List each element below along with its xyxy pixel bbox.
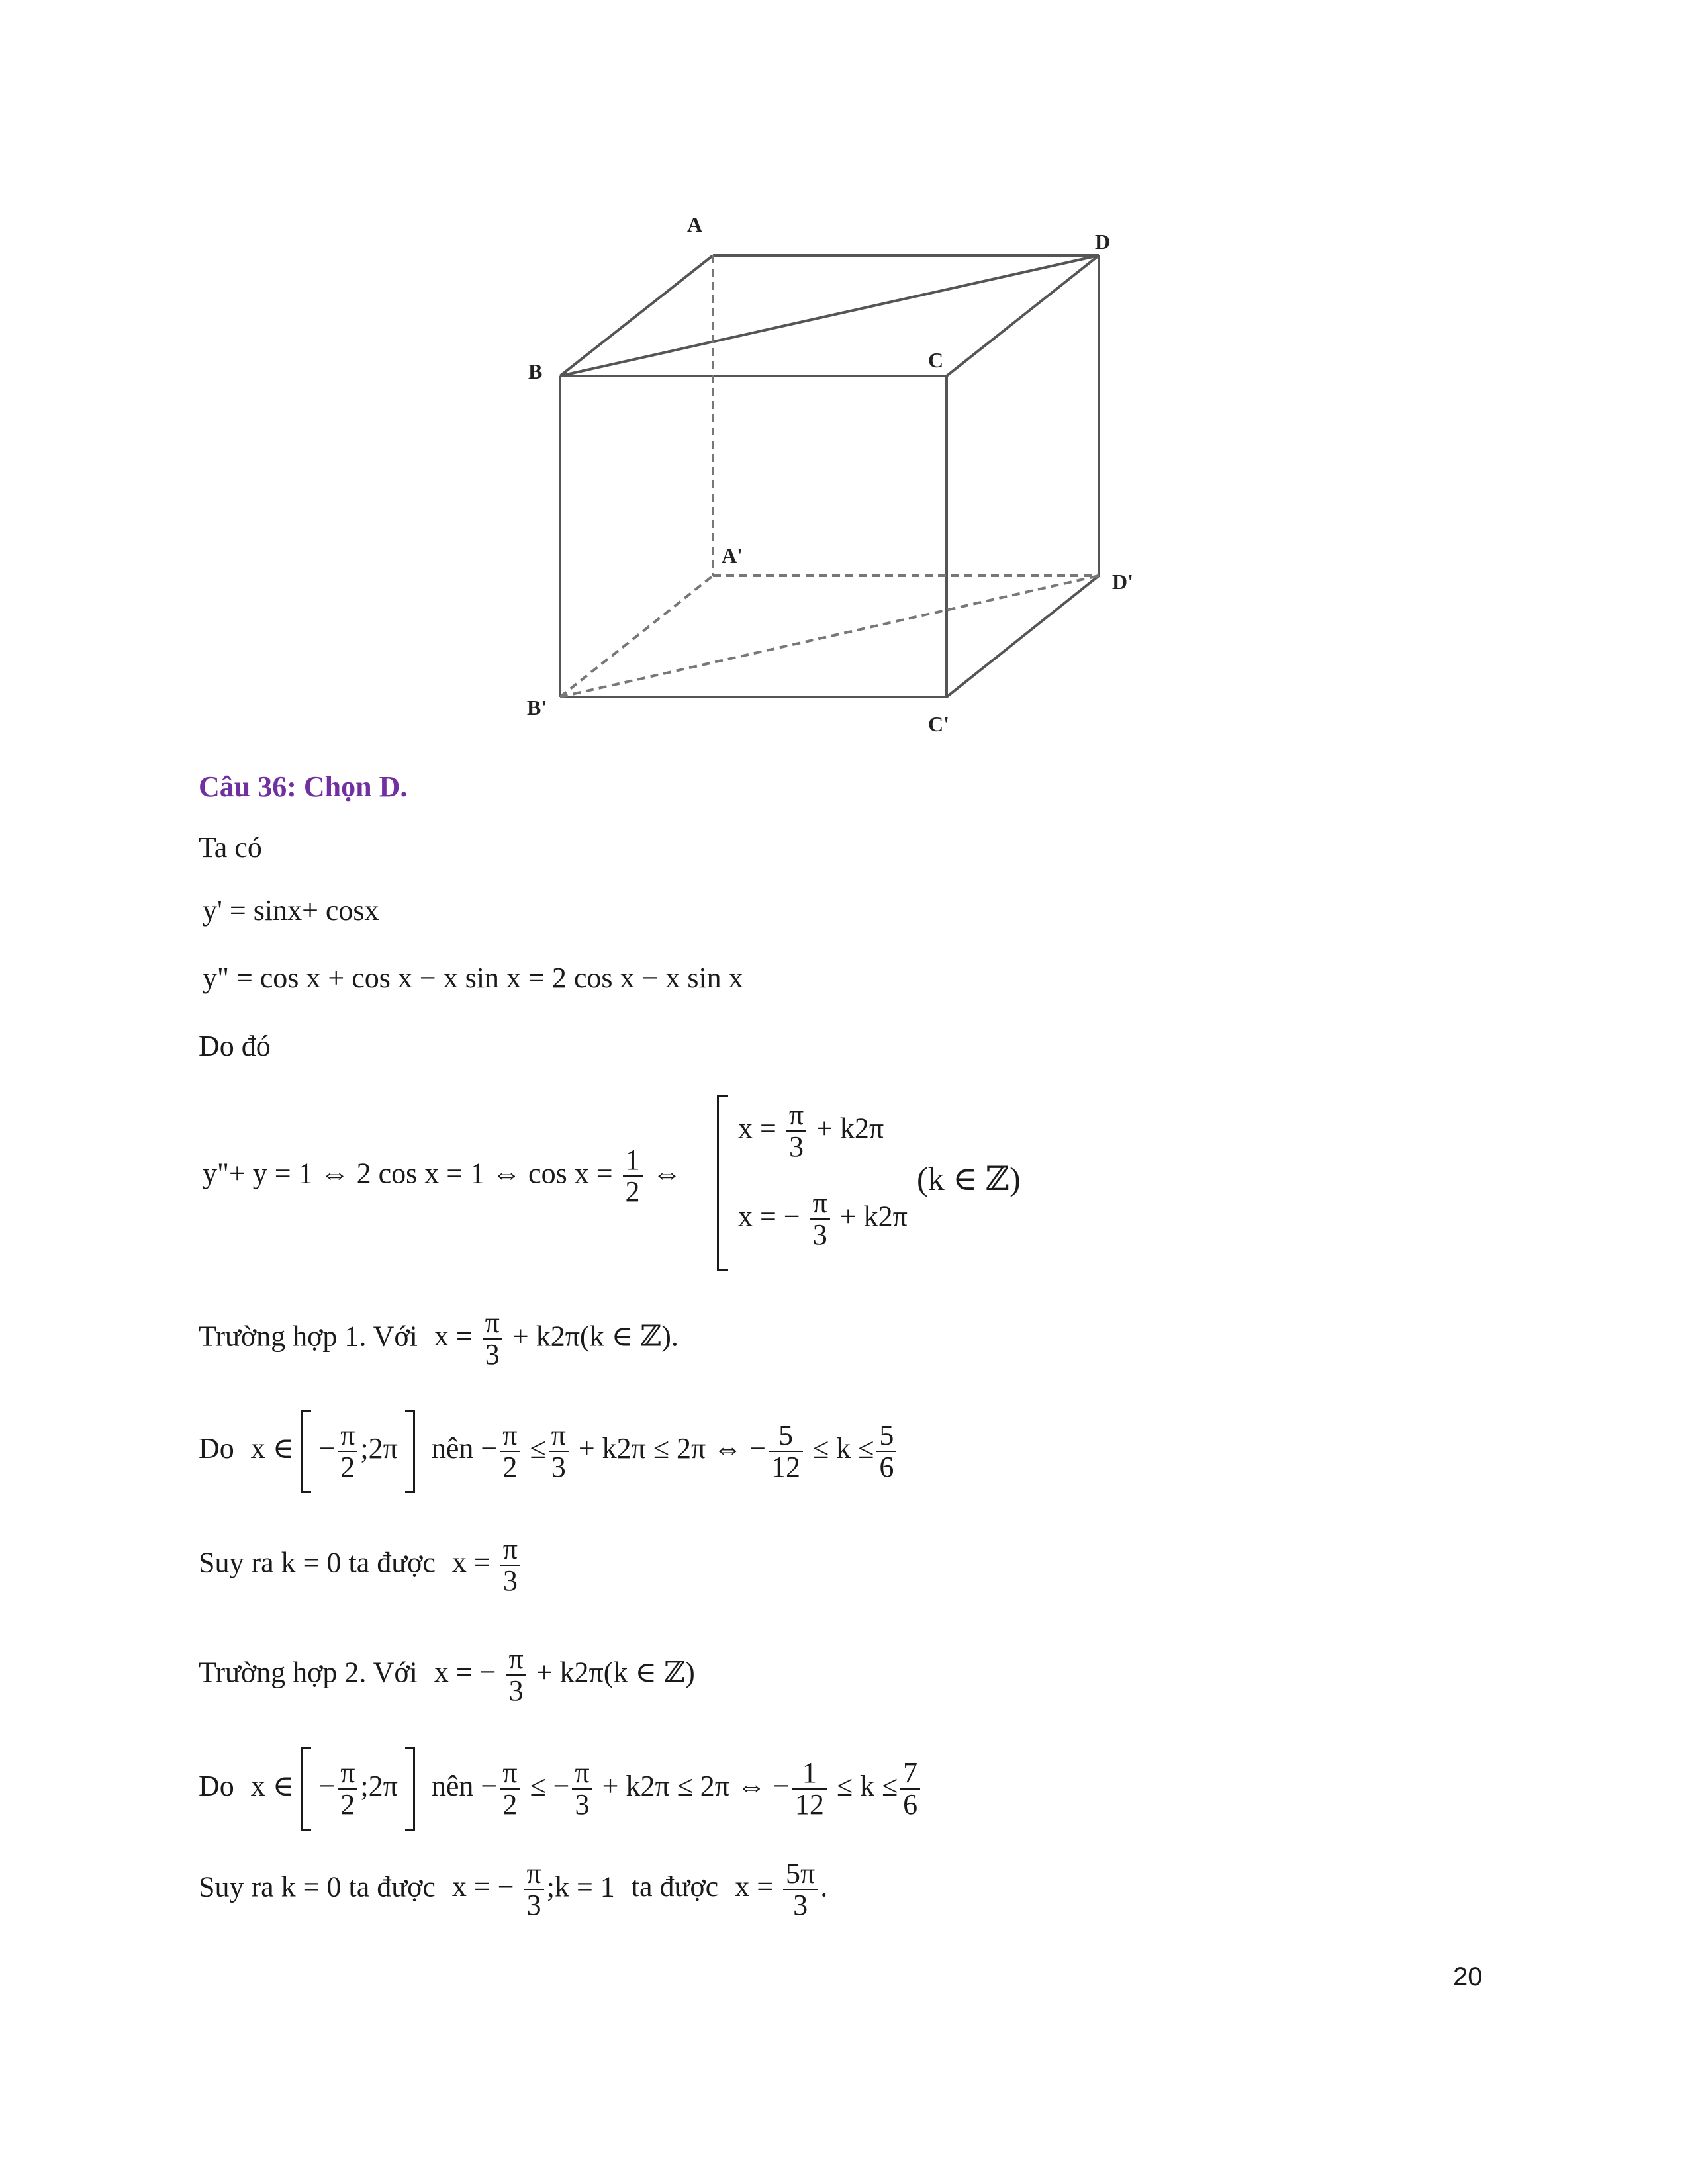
label-D1: D' xyxy=(1112,570,1133,594)
one-half: $\frac{1}{2}$ xyxy=(623,1145,643,1207)
case1-range-line: Do x ∈ − $\frac{\pi}{2}$ ;2π nên − $\frac{\pi}{2}$ ≤ $\frac{\pi}{3}$ + k2π ≤ 2π ⇔ − $\frac{5}{12}$ ≤ k ≤ $\frac{5}{6}$ xyxy=(199,1410,899,1493)
case2-range-line: Do x ∈ − $\frac{\pi}{2}$ ;2π nên − $\frac{\pi}{2}$ ≤ − $\frac{\pi}{3}$ + k2π ≤ 2π ⇔ − $\frac{1}{12}$ ≤ k ≤ $\frac{7}{6}$ xyxy=(199,1747,923,1831)
k-condition: (k ∈ ℤ) xyxy=(917,1160,1021,1197)
second-derivative-eq: y" = cos x + cos x − x sin x = 2 cos x − x sin x xyxy=(203,962,743,994)
case1-result-line: Suy ra k = 0 ta được x = $\frac{\pi}{3}$ xyxy=(199,1534,523,1596)
label-B: B xyxy=(528,359,543,383)
do-do-text: Do đó xyxy=(199,1030,271,1062)
main-eq-lhs: y"+ y = 1 ⇔ 2 cos x = 1 ⇔ cos x = xyxy=(203,1157,613,1190)
case2-title-line: Trường hợp 2. Với x = − $\frac{\pi}{3}$ + k2π(k ∈ ℤ) xyxy=(199,1643,695,1707)
case-bracket xyxy=(717,1095,728,1271)
label-C: C xyxy=(928,348,944,372)
iff-symbol: ⇔ xyxy=(652,1157,682,1190)
label-A1: A' xyxy=(722,543,743,567)
edge-C1D1 xyxy=(947,576,1099,697)
edge-A1B1 xyxy=(560,576,713,697)
first-derivative-eq: y' = sinx+ cosx xyxy=(203,894,379,927)
case1-solution: x = $\frac{\pi}{3}$ + k2π xyxy=(738,1099,884,1163)
main-equation xyxy=(203,1145,682,1207)
case1-title-line: Trường hợp 1. Với x = $\frac{\pi}{3}$ + k2π(k ∈ ℤ). xyxy=(199,1306,679,1371)
case2-result-line: Suy ra k = 0 ta được x = − $\frac{\pi}{3}$ ;k = 1 ta được x = $\frac{5\pi}{3}$ . xyxy=(199,1857,828,1922)
label-D: D xyxy=(1095,230,1111,253)
label-A: A xyxy=(687,212,703,236)
ta-co-text: Ta có xyxy=(199,831,262,864)
cube-figure xyxy=(516,205,1165,768)
edge-BD xyxy=(560,255,1099,376)
page-number: 20 xyxy=(1453,1962,1483,1991)
case2-solution: x = − $\frac{\pi}{3}$ + k2π xyxy=(738,1187,908,1251)
question-heading: Câu 36: Chọn D. xyxy=(199,770,408,803)
edge-B1D1 xyxy=(560,576,1099,697)
label-B1: B' xyxy=(527,696,547,719)
label-C1: C' xyxy=(928,712,949,736)
